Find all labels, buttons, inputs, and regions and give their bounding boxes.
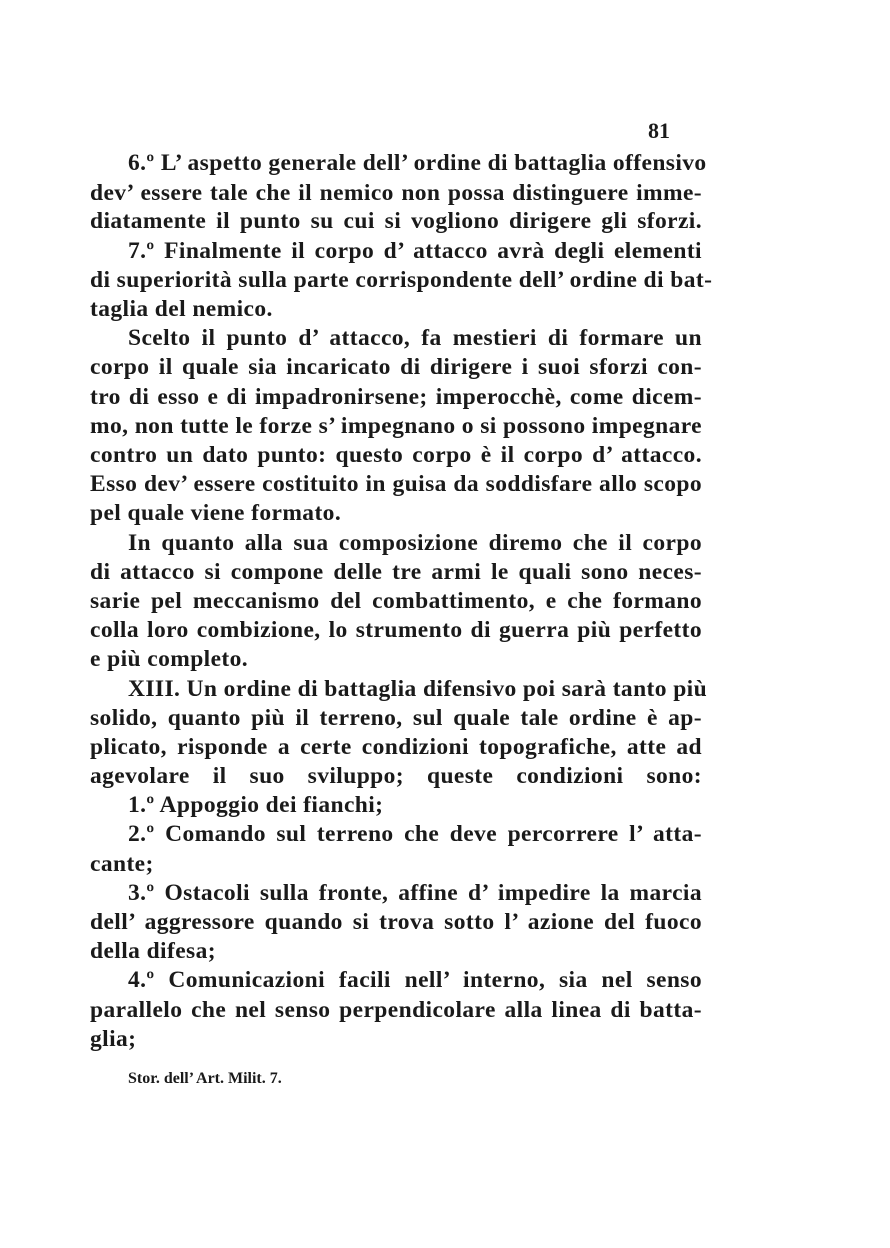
text-line: contro un dato punto: questo corpo è il corpo d’ attacco. bbox=[90, 442, 702, 468]
text-line: dell’ aggressore quando si trova sotto l’ azione del fuoco bbox=[90, 909, 702, 935]
text-line: 2.º Comando sul terreno che deve percorrere l’ atta- bbox=[128, 821, 702, 847]
text-line: diatamente il punto su cui si vogliono dirigere gli sforzi. bbox=[90, 208, 702, 234]
text-line: Scelto il punto d’ attacco, fa mestieri di formare un bbox=[128, 325, 702, 351]
text-line: 4.º Comunicazioni facili nell’ interno, sia nel senso bbox=[128, 967, 702, 993]
text-line: XIII. Un ordine di battaglia difensivo poi sarà tanto più bbox=[128, 676, 708, 702]
text-line: mo, non tutte le forze s’ impegnano o si possono impegnare bbox=[90, 413, 702, 439]
text-line: In quanto alla sua composizione diremo che il corpo bbox=[128, 530, 702, 556]
text-line: di superiorità sulla parte corrispondente dell’ ordine di bat- bbox=[90, 267, 713, 293]
text-line: agevolare il suo sviluppo; queste condizioni sono: bbox=[90, 763, 702, 789]
text-line: sarie pel meccanismo del combattimento, e che formano bbox=[90, 588, 702, 614]
text-line: 1.º Appoggio dei fianchi; bbox=[128, 792, 384, 818]
text-line: della difesa; bbox=[90, 938, 216, 964]
text-line: cante; bbox=[90, 851, 154, 877]
text-line: colla loro combizione, lo strumento di guerra più perfetto bbox=[90, 617, 702, 643]
text-line: tro di esso e di impadronirsene; imperocchè, come dicem- bbox=[90, 384, 702, 410]
text-line: parallelo che nel senso perpendicolare alla linea di batta- bbox=[90, 997, 702, 1023]
text-line: 6.º L’ aspetto generale dell’ ordine di battaglia offensivo bbox=[128, 150, 707, 176]
signature-mark: Stor. dell’ Art. Milit. 7. bbox=[128, 1070, 282, 1087]
text-line: 3.º Ostacoli sulla fronte, affine d’ impedire la marcia bbox=[128, 880, 702, 906]
text-line: plicato, risponde a certe condizioni topografiche, atte ad bbox=[90, 734, 702, 760]
text-line: dev’ essere tale che il nemico non possa distinguere imme- bbox=[90, 180, 702, 206]
text-line: pel quale viene formato. bbox=[90, 500, 342, 526]
text-line: corpo il quale sia incaricato di dirigere i suoi sforzi con- bbox=[90, 354, 702, 380]
text-line: di attacco si compone delle tre armi le quali sono neces- bbox=[90, 559, 702, 585]
text-line: taglia del nemico. bbox=[90, 296, 273, 322]
text-line: Esso dev’ essere costituito in guisa da soddisfare allo scopo bbox=[90, 471, 702, 497]
text-line: 7.º Finalmente il corpo d’ attacco avrà degli elementi bbox=[128, 238, 702, 264]
text-line: glia; bbox=[90, 1026, 137, 1052]
text-line: e più completo. bbox=[90, 646, 249, 672]
text-line: solido, quanto più il terreno, sul quale tale ordine è ap- bbox=[90, 705, 702, 731]
page-number: 81 bbox=[648, 118, 670, 143]
